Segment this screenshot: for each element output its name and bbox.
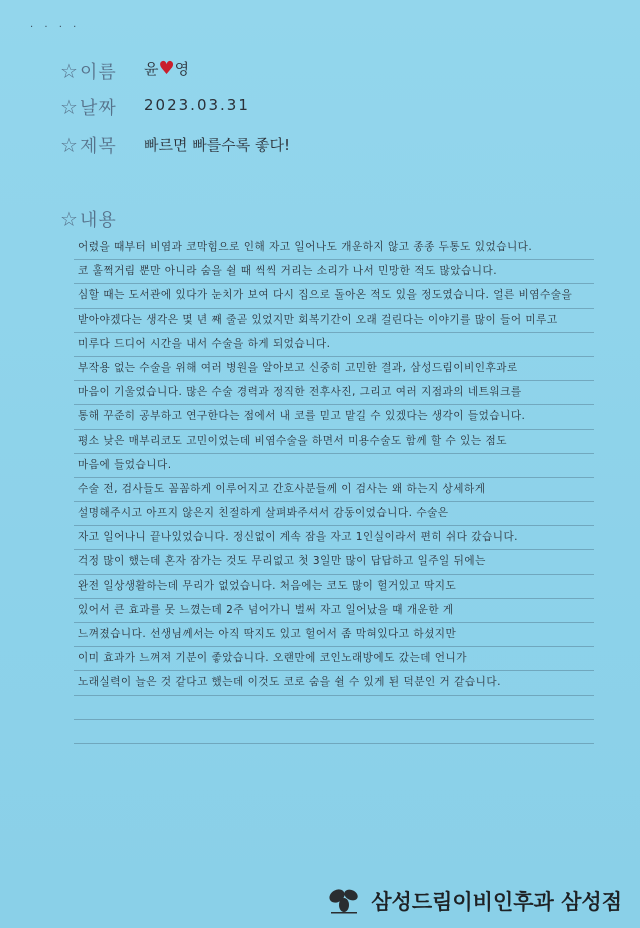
body-line: 통해 꾸준히 공부하고 연구한다는 점에서 내 코를 믿고 맡길 수 있겠다는 생각이 들었습니다. [74,405,594,429]
title-value: 빠르면 빠를수록 좋다! [144,136,290,154]
body-line: 완전 일상생활하는데 무리가 없었습니다. 처음에는 코도 많이 헐거있고 딱지도 [74,575,594,599]
clinic-signature [325,886,622,916]
star-icon: ☆ [60,95,78,119]
star-icon: ☆ [60,207,78,231]
body-line: 마음이 기울었습니다. 많은 수술 경력과 정직한 전후사진, 그리고 여러 지점과의 네트워크를 [74,381,594,405]
heart-icon: ♥ [158,58,175,79]
body-line: 마음에 들었습니다. [74,454,594,478]
body-line: 수술 전, 검사들도 꼼꼼하게 이루어지고 간호사분들께 이 검사는 왜 하는지 상세하게 [74,478,594,502]
name-field [60,58,190,84]
body-line: 평소 낮은 매부리코도 고민이었는데 비염수술을 하면서 미용수술도 함께 할 수 있는 점도 [74,430,594,454]
title-field [60,132,290,158]
title-label: 제목 [79,136,117,157]
body-line: 있어서 큰 효과를 못 느꼈는데 2주 넘어가니 벌써 자고 일어났을 때 개운한 게 [74,599,594,623]
body-line: 느껴졌습니다. 선생님께서는 아직 딱지도 있고 헐어서 좀 막혀있다고 하셨지만 [74,623,594,647]
name-value [144,58,189,79]
content-label: 내용 [79,210,117,231]
body-line: 노래실력이 늘은 것 같다고 했는데 이것도 코로 숨을 쉴 수 있게 된 덕분인 거 같습니다. [74,671,594,695]
name-label: 이름 [79,62,117,83]
name-first: 윤 [144,60,159,78]
star-icon: ☆ [60,59,78,83]
body-line: 이미 효과가 느껴져 기분이 좋았습니다. 오랜만에 코인노래방에도 갔는데 언니가 [74,647,594,671]
body-line: 걱정 많이 했는데 혼자 잠가는 것도 무리없고 첫 3일만 많이 답답하고 일주일 뒤에는 [74,550,594,574]
body-line [74,696,594,720]
date-field [60,94,250,120]
clinic-logo-icon [325,886,365,916]
body-line: 설명해주시고 아프지 않은지 친절하게 살펴봐주셔서 감동이었습니다. 수술은 [74,502,594,526]
name-last: 영 [174,60,190,78]
date-value: 2023.03.31 [144,96,250,114]
date-label: 날짜 [79,98,117,119]
body-line: 미루다 드디어 시간을 내서 수술을 하게 되었습니다. [74,333,594,357]
letter-body [74,236,594,744]
star-icon: ☆ [60,133,78,157]
body-line: 심할 때는 도서관에 있다가 눈치가 보여 다시 집으로 돌아온 적도 있을 정도였습니다. 얼른 비염수술을 [74,284,594,308]
decorative-dots: · · · · [30,22,81,33]
clinic-name: 삼성드림이비인후과 삼성점 [371,890,622,914]
body-line: 부작용 없는 수술을 위해 여러 병원을 알아보고 신중히 고민한 결과, 삼성드림이비인후과로 [74,357,594,381]
body-line: 자고 일어나니 끝나있었습니다. 정신없이 계속 잠을 자고 1인실이라서 편히 쉬다 갔습니다. [74,526,594,550]
content-field [60,206,117,232]
body-line: 받아야겠다는 생각은 몇 년 째 줄곧 있었지만 회복기간이 오래 걸린다는 이야기를 많이 들어 미루고 [74,309,594,333]
body-line [74,720,594,744]
body-line: 어렸을 때부터 비염과 코막힘으로 인해 자고 일어나도 개운하지 않고 종종 두통도 있었습니다. [74,236,594,260]
body-line: 코 훌쩍거림 뿐만 아니라 숨을 쉴 때 씩씩 거리는 소리가 나서 민망한 적도 많았습니다. [74,260,594,284]
